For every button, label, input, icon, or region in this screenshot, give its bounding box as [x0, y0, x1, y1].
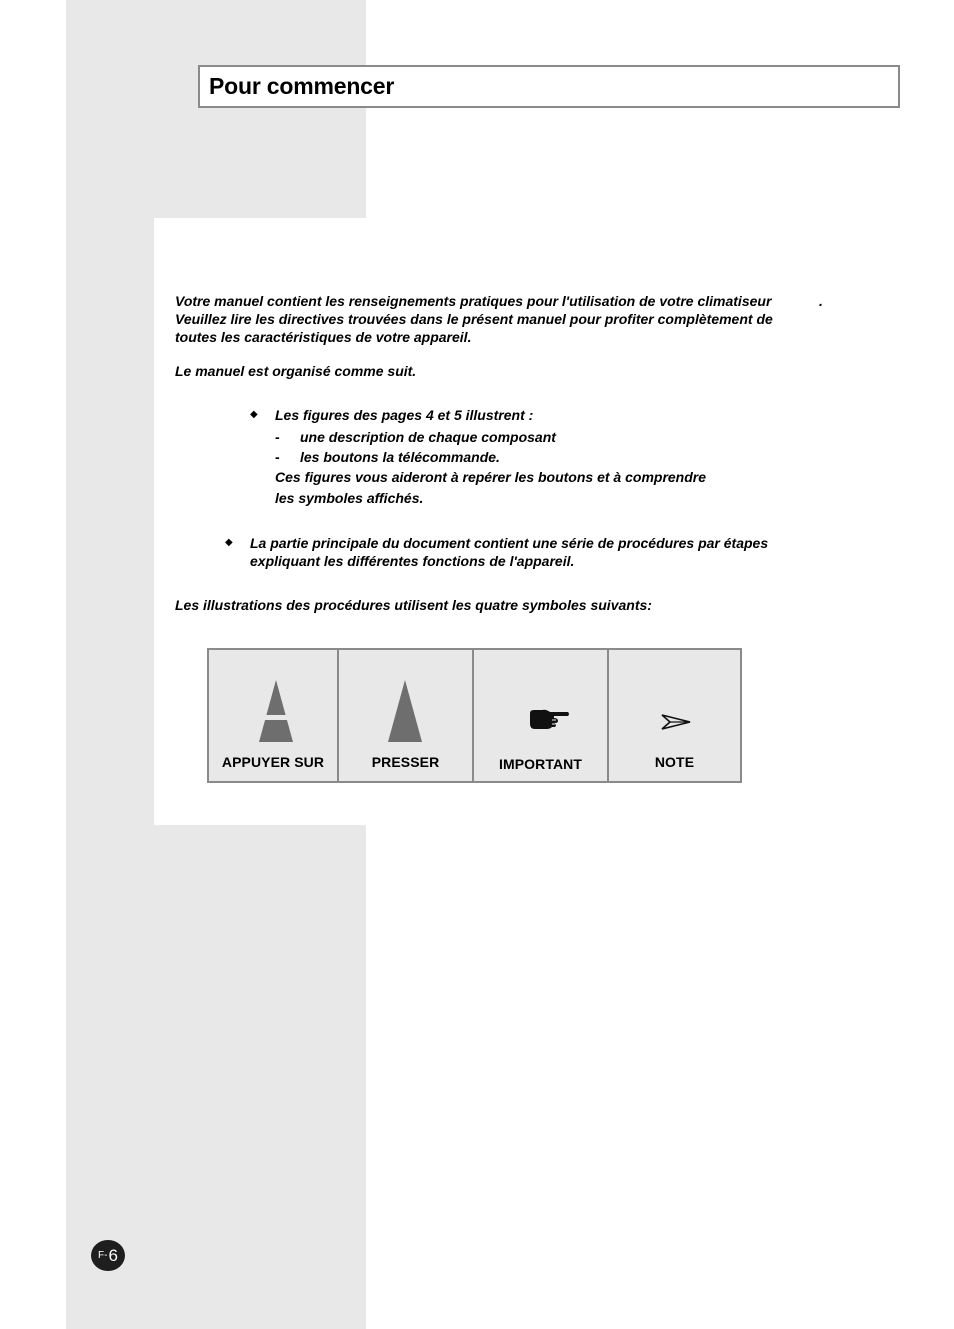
dash-marker: -: [275, 429, 280, 445]
symbols-table: [207, 648, 742, 783]
press-triangle-icon: [259, 680, 293, 742]
arrowhead-icon: [661, 714, 691, 730]
page-number-badge: [91, 1240, 125, 1271]
bullet1-sub-2: les boutons la télécommande.: [300, 449, 500, 465]
bullet1-note-1: Ces figures vous aideront à repérer les boutons et à comprendre: [275, 469, 707, 485]
hold-triangle-icon: [388, 680, 422, 742]
symbol-label: PRESSER: [371, 754, 440, 770]
diamond-bullet-icon: ◆: [250, 409, 258, 420]
symbol-cell-presser: [337, 650, 472, 781]
symbol-cell-important: [472, 650, 607, 781]
symbol-cell-appuyer: [209, 650, 337, 781]
symbol-label: IMPORTANT: [498, 756, 583, 772]
diamond-bullet-icon: ◆: [225, 537, 233, 548]
bullet1-sub-1: une description de chaque composant: [300, 429, 556, 445]
intro-line-1: Votre manuel contient les renseignements pratiques pour l'utilisation de votre climatiseur: [175, 293, 772, 309]
page-title: Pour commencer: [209, 73, 395, 99]
pointing-hand-icon: [528, 708, 570, 730]
bullet2-line-2: expliquant les différentes fonctions de l'appareil.: [250, 553, 575, 569]
symbol-label: APPUYER SUR: [221, 754, 325, 770]
intro-line-3: toutes les caractéristiques de votre appareil.: [175, 329, 472, 345]
dash-marker: -: [275, 449, 280, 465]
symbol-label: NOTE: [654, 754, 695, 770]
organisation-text: Le manuel est organisé comme suit.: [175, 363, 417, 379]
symbol-cell-note: [607, 650, 740, 781]
bullet1-heading: Les figures des pages 4 et 5 illustrent :: [275, 407, 534, 423]
title-box: [198, 65, 900, 108]
page-number: 6: [108, 1246, 118, 1265]
bullet1-note-2: les symboles affichés.: [275, 490, 424, 506]
bullet2-line-1: La partie principale du document contient une série de procédures par étapes: [250, 535, 769, 551]
intro-line-1-end: .: [819, 293, 823, 309]
page-prefix: F-: [98, 1249, 108, 1261]
symbols-intro: Les illustrations des procédures utilisent les quatre symboles suivants:: [175, 597, 652, 613]
intro-line-2: Veuillez lire les directives trouvées dans le présent manuel pour profiter complètement de: [175, 311, 773, 327]
